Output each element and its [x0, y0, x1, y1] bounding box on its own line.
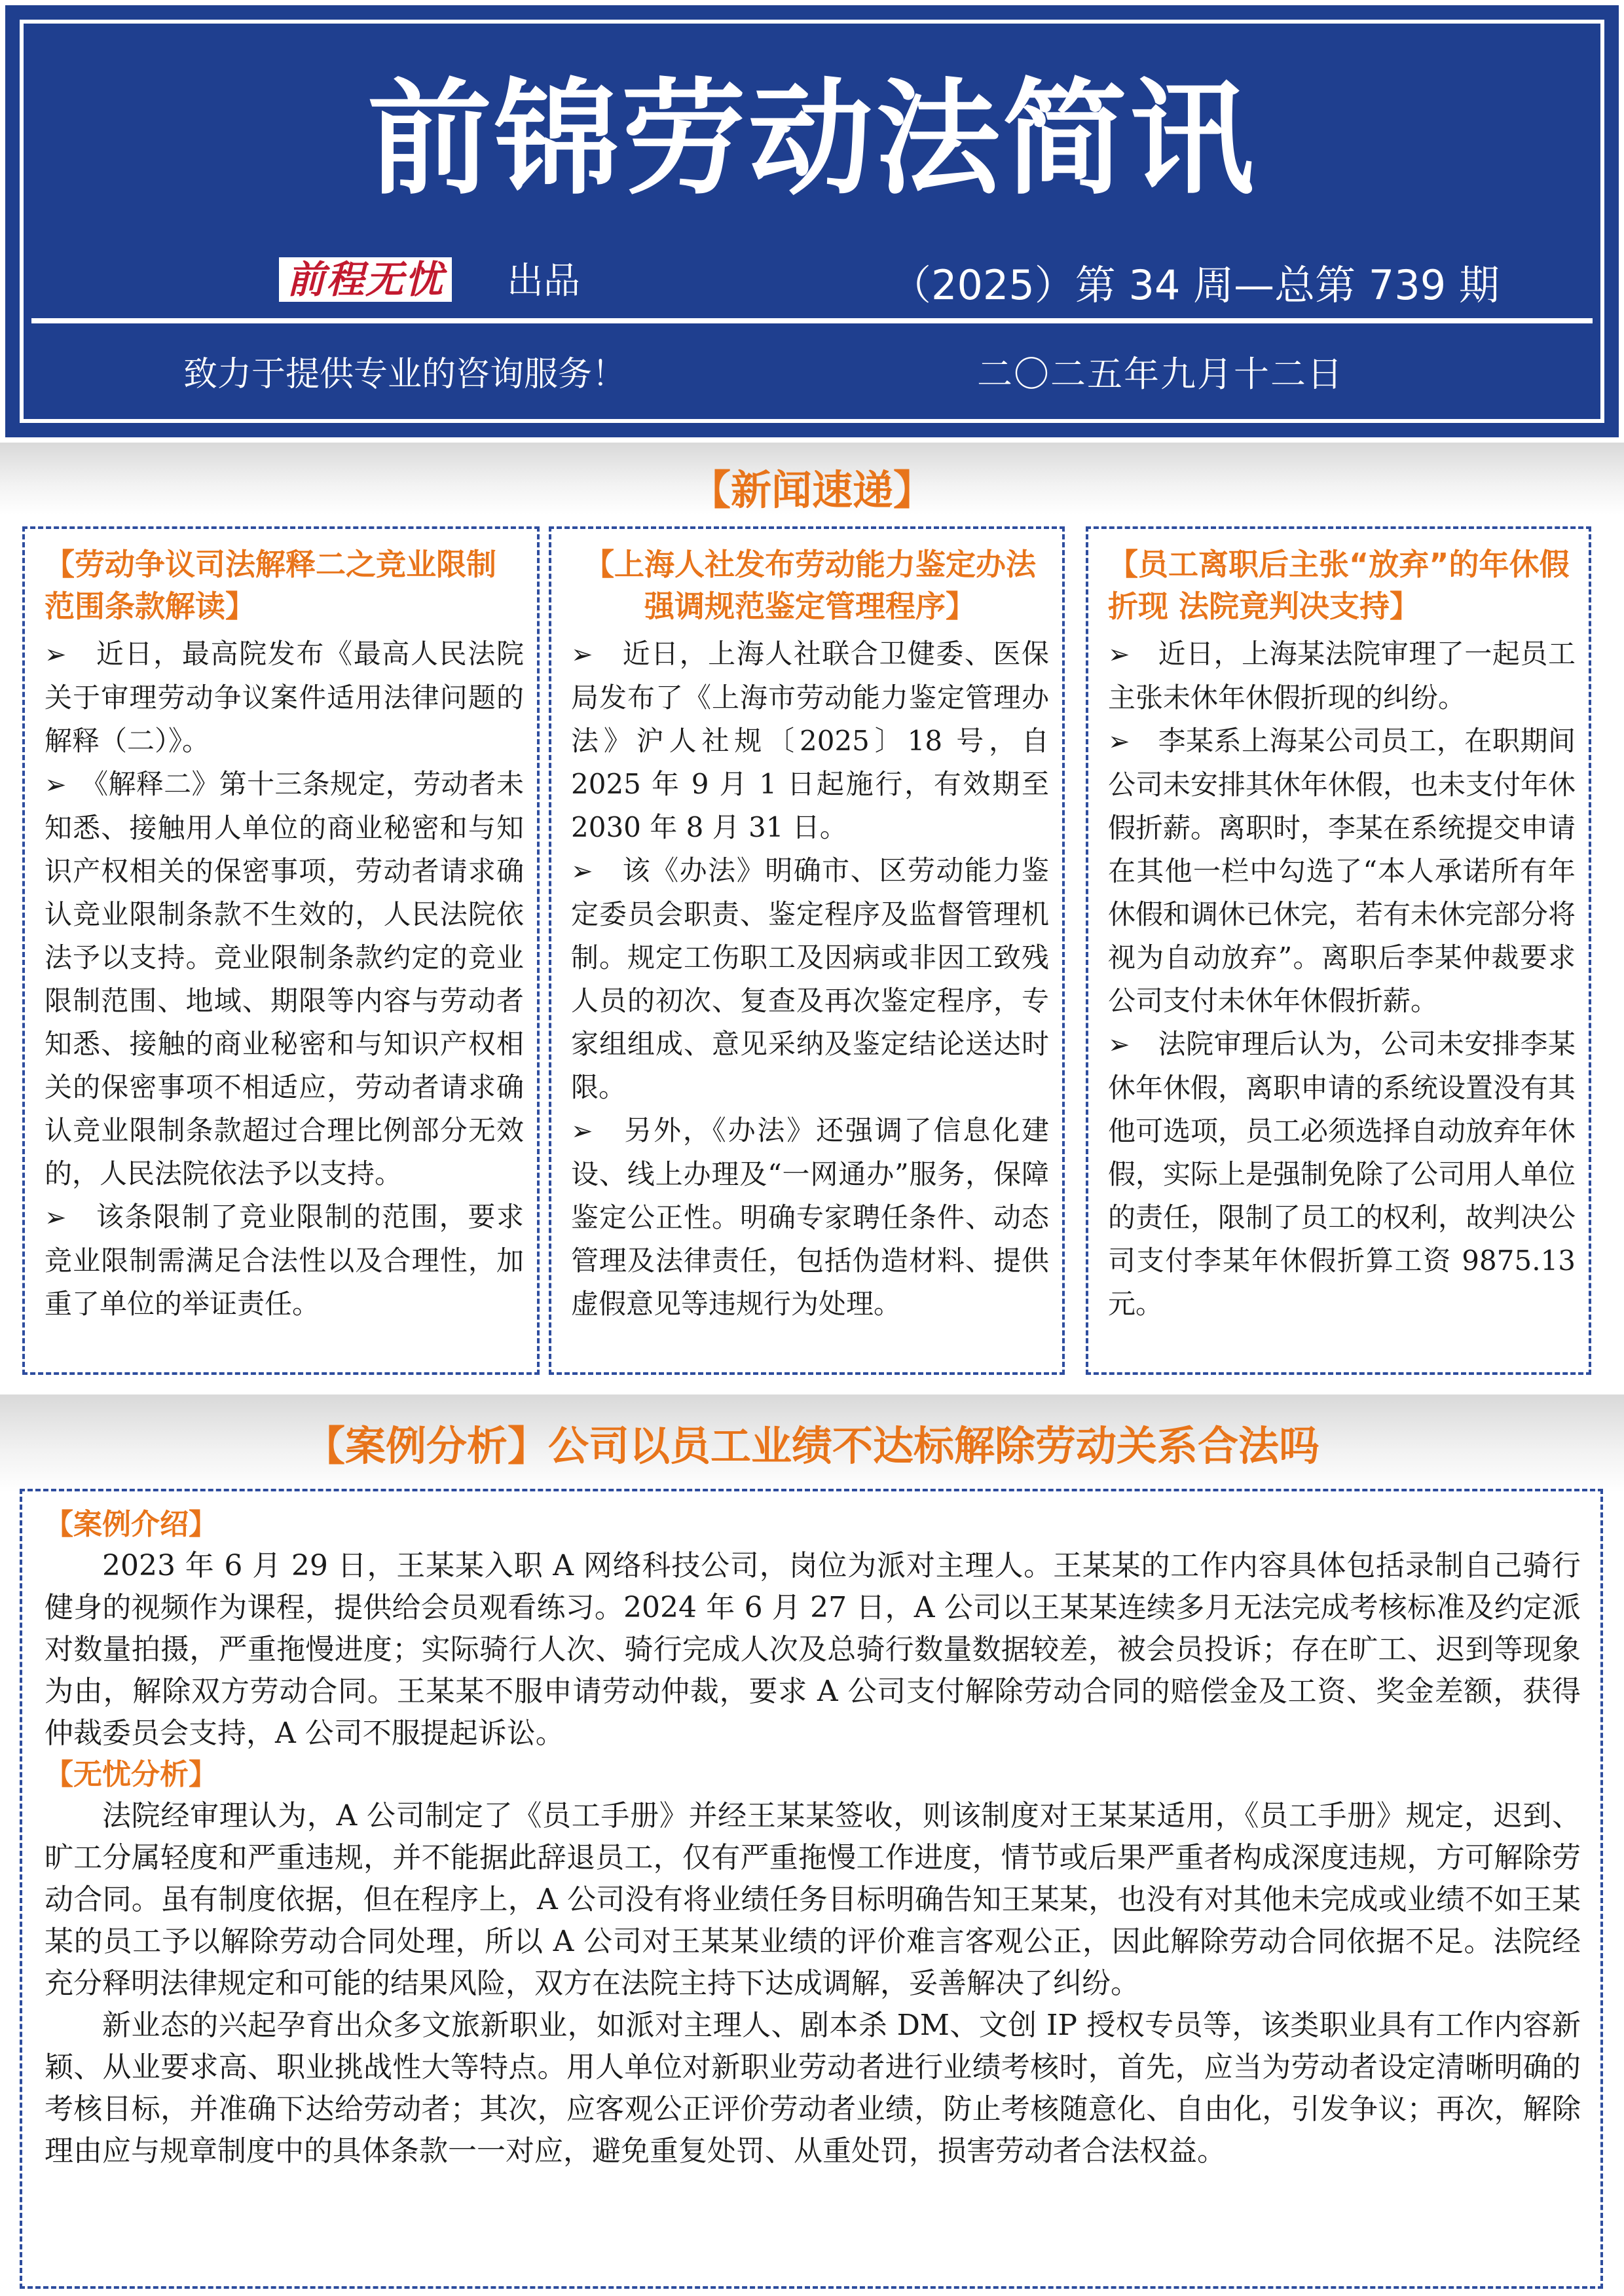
- news-heading: 【劳动争议司法解释二之竞业限制范围条款解读】: [45, 547, 496, 624]
- bullet-arrow-icon: ➢: [1108, 727, 1130, 757]
- news-paragraph: ➢ 法院审理后认为，公司未安排李某休年休假，离职申请的系统设置没有其他可选项，员工必须选择自动放弃年休假，实际上是强制免除了公司用人单位的责任，限制了员工的权利，故判决公司支付李某年休假折算工资 9875.13 元。: [1108, 1028, 1576, 1320]
- bullet-arrow-icon: ➢: [1108, 1030, 1130, 1060]
- news-heading: 【上海人社发布劳动能力鉴定办法 强调规范鉴定管理程序】: [584, 547, 1036, 624]
- bullet-arrow-icon: ➢: [45, 640, 67, 670]
- news-paragraph: ➢ 近日，上海某法院审理了一起员工主张未休年休假折现的纠纷。: [1108, 638, 1576, 714]
- bullet-arrow-icon: ➢: [45, 770, 67, 800]
- news-paragraph: ➢ 《解释二》第十三条规定，劳动者未知悉、接触用人单位的商业秘密和与知识产权相关的保密事项，劳动者请求确认竞业限制条款不生效的，人民法院依法予以支持。竞业限制条款约定的竞业限制范围、地域、期限等内容与劳动者知悉、接触的商业秘密和与知识产权相关的保密事项不相适应，劳动者请求确认竞业限制条款超过合理比例部分无效的，人民法院依法予以支持。: [45, 768, 524, 1190]
- brand-logo: 前程无忧: [279, 257, 452, 302]
- news-paragraph: ➢ 另外，《办法》还强调了信息化建设、线上办理及“一网通办”服务，保障鉴定公正性。明确专家聘任条件、动态管理及法律责任，包括伪造材料、提供虚假意见等违规行为处理。: [571, 1114, 1049, 1320]
- slogan: 致力于提供专业的咨询服务！: [183, 355, 627, 394]
- news-paragraph: ➢ 该《办法》明确市、区劳动能力鉴定委员会职责、鉴定程序及监督管理机制。规定工伤职工及因病或非因工致残人员的初次、复查及再次鉴定程序，专家组组成、意见采纳及鉴定结论送达时限。: [571, 854, 1049, 1103]
- case-advice-text: 新业态的兴起孕育出众多文旅新职业，如派对主理人、剧本杀 DM、文创 IP 授权专员等，该类职业具有工作内容新颖、从业要求高、职业挑战性大等特点。用人单位对新职业劳动者进行业绩考核时，首先，应当为劳动者设定清晰明确的考核目标，并准确下达给劳动者；其次，应客观公正评价劳动者业绩，防止考核随意化、自由化，引发争议；再次，解除理由应与规章制度中的具体条款一一对应，避免重复处罚、从重处罚，损害劳动者合法权益。: [45, 2009, 1581, 2168]
- newsletter-title: 前锦劳动法简讯: [367, 67, 1257, 211]
- masthead-divider: [31, 318, 1593, 323]
- brand-suffix: 出品: [507, 260, 580, 302]
- news-heading: 【员工离职后主张“放弃”的年休假折现 法院竟判决支持】: [1108, 547, 1570, 624]
- news-section-title: 【新闻速递】: [690, 466, 934, 514]
- bullet-arrow-icon: ➢: [571, 1116, 593, 1146]
- masthead: [5, 5, 1619, 437]
- case-analysis-box: [20, 1489, 1603, 2289]
- case-analysis-label: 【无忧分析】: [45, 1758, 217, 1791]
- news-paragraph: ➢ 李某系上海某公司员工，在职期间公司未安排其休年休假，也未支付年休假折薪。离职时，李某在系统提交申请在其他一栏中勾选了“本人承诺所有年休假和调休已休完，若有未休完部分将视为自动放弃”。离职后李某仲裁要求公司支付未休年休假折薪。: [1108, 725, 1576, 1017]
- bullet-arrow-icon: ➢: [571, 856, 593, 886]
- bullet-arrow-icon: ➢: [45, 1203, 67, 1233]
- case-section-title: 【案例分析】公司以员工业绩不达标解除劳动关系合法吗: [304, 1422, 1320, 1470]
- news-column-3: [1086, 526, 1591, 1375]
- issue-number: （2025）第 34 周—总第 739 期: [891, 261, 1500, 309]
- news-column-1: [22, 526, 540, 1375]
- bullet-arrow-icon: ➢: [571, 640, 593, 670]
- bullet-arrow-icon: ➢: [1108, 640, 1130, 670]
- news-column-2: [549, 526, 1065, 1375]
- news-paragraph: ➢ 近日，最高院发布《最高人民法院关于审理劳动争议案件适用法律问题的解释（二）》。: [45, 638, 524, 757]
- news-paragraph: ➢ 近日，上海人社联合卫健委、医保局发布了《上海市劳动能力鉴定管理办法》沪人社规〔2025〕18 号，自 2025 年 9 月 1 日起施行，有效期至 2030 年 8 月 31 日。: [571, 638, 1049, 843]
- case-intro-label: 【案例介绍】: [45, 1508, 217, 1541]
- issue-date: 二〇二五年九月十二日: [977, 354, 1344, 395]
- case-analysis-text: 法院经审理认为，A 公司制定了《员工手册》并经王某某签收，则该制度对王某某适用，《员工手册》规定，迟到、旷工分属轻度和严重违规，并不能据此辞退员工，仅有严重拖慢工作进度，情节或后果严重者构成深度违规，方可解除劳动合同。虽有制度依据，但在程序上，A 公司没有将业绩任务目标明确告知王某某，也没有对其他未完成或业绩不如王某某的员工予以解除劳动合同处理，所以 A 公司对王某某业绩的评价难言客观公正，因此解除劳动合同依据不足。法院经充分释明法律规定和可能的结果风险，双方在法院主持下达成调解，妥善解决了纠纷。: [45, 1799, 1581, 2000]
- case-intro-text: 2023 年 6 月 29 日，王某某入职 A 网络科技公司，岗位为派对主理人。王某某的工作内容具体包括录制自己骑行健身的视频作为课程，提供给会员观看练习。2024 年 6 月 27 日，A 公司以王某某连续多月无法完成考核标准及约定派对数量拍摄，严重拖慢进度；实际骑行人次、骑行完成人次及总骑行数量数据较差，被会员投诉；存在旷工、迟到等现象为由，解除双方劳动合同。王某某不服申请劳动仲裁，要求 A 公司支付解除劳动合同的赔偿金及工资、奖金差额，获得仲裁委员会支持，A 公司不服提起诉讼。: [45, 1549, 1581, 1750]
- news-paragraph: ➢ 该条限制了竞业限制的范围，要求竞业限制需满足合法性以及合理性，加重了单位的举证责任。: [45, 1201, 524, 1320]
